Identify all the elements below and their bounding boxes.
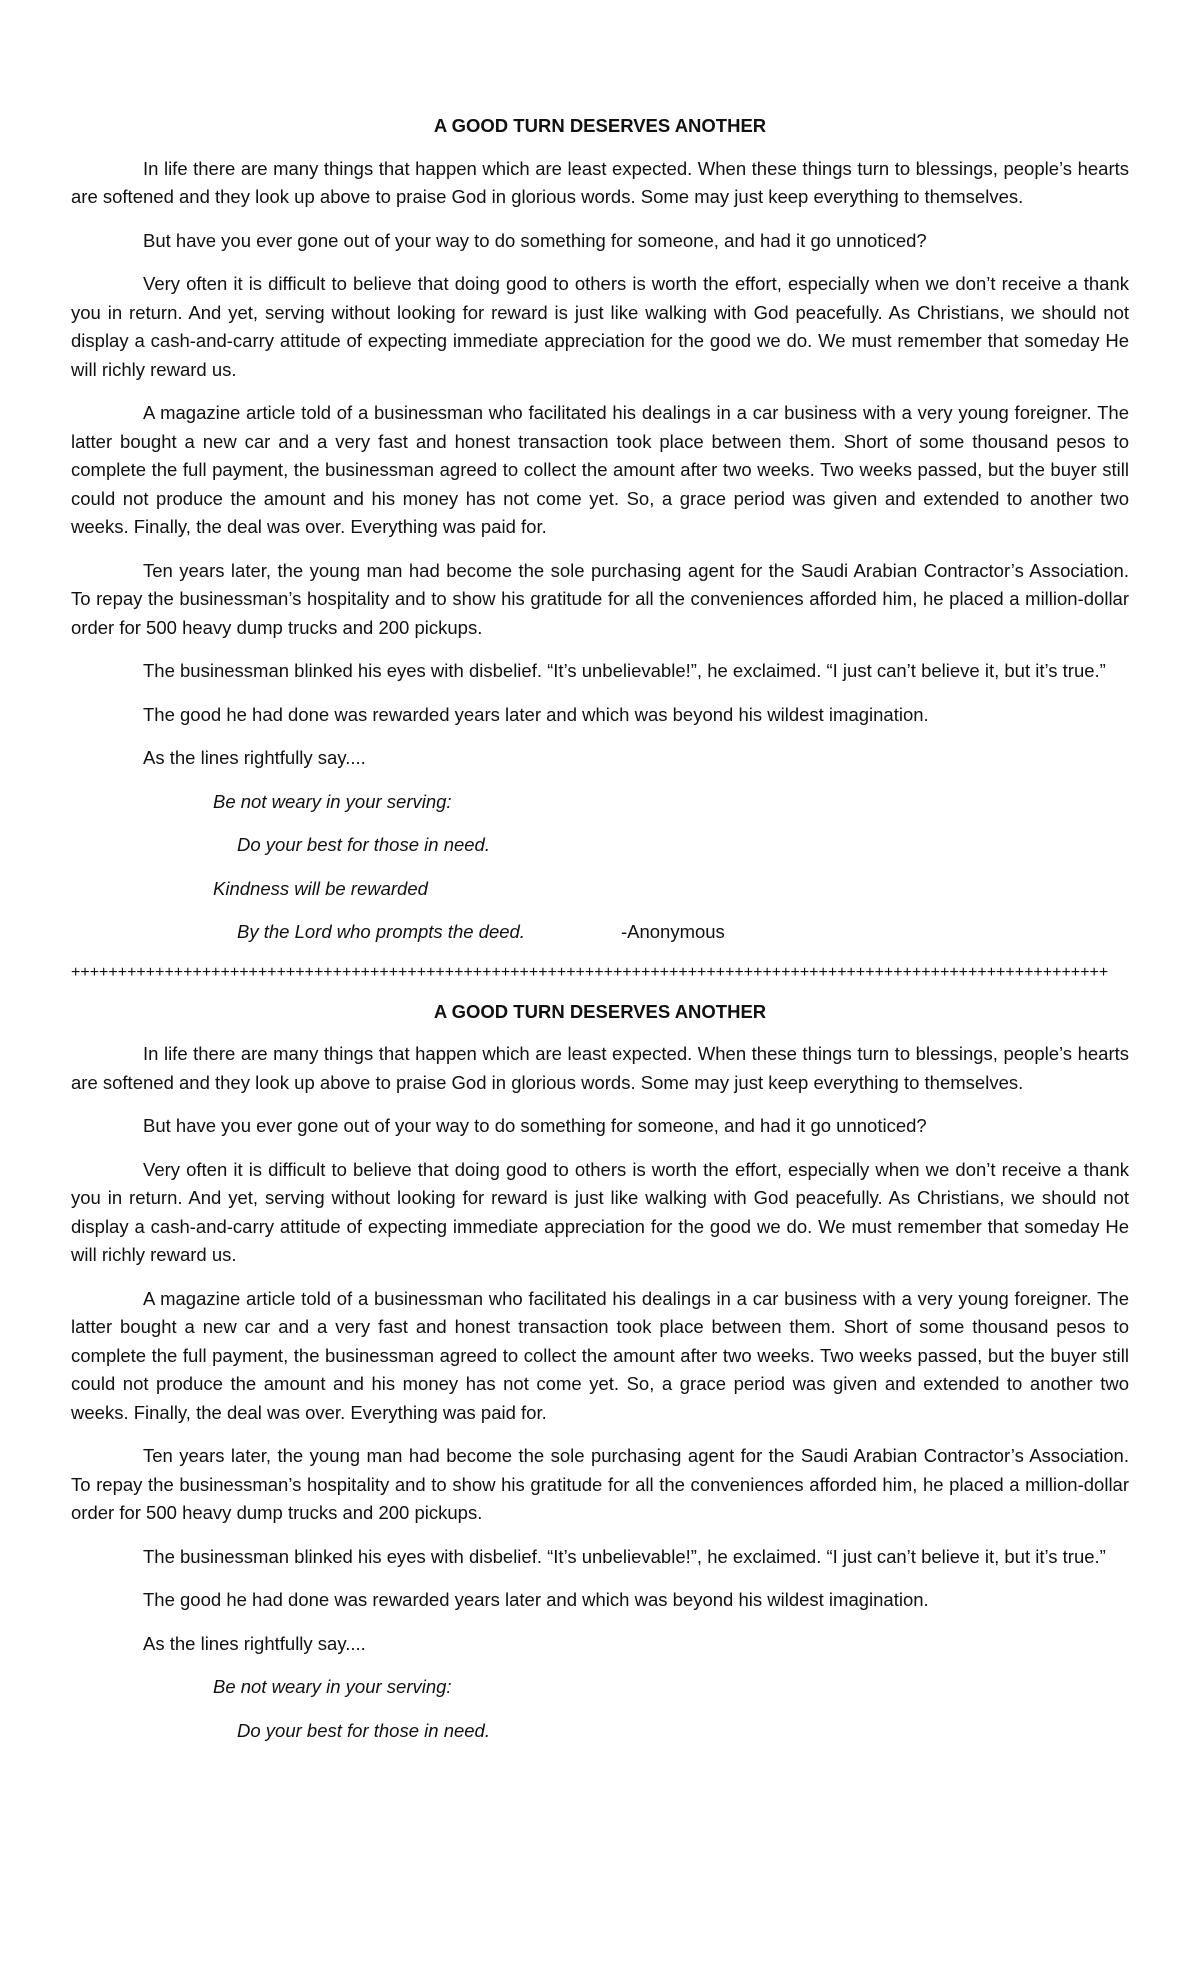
paragraph: A magazine article told of a businessman who facilitated his dealings in a car business with a very young foreigner. The latter bought a new car and a very fast and honest transaction took place between them. Short of some thousand pesos to complete the full payment, the businessman agreed to collect the amount after two weeks. Two weeks passed, but the buyer still could not produce the amount and his money has not come yet. So, a grace period was given and extended to another two weeks. Finally, the deal was over. Everything was paid for. (71, 1287, 1129, 1423)
paragraph: But have you ever gone out of your way to do something for someone, and had it go unnoticed? (143, 229, 927, 251)
poem-line (71, 1717, 1129, 1746)
poem-line-text: By the Lord who prompts the deed. (237, 921, 525, 942)
paragraph: Very often it is difficult to believe that doing good to others is worth the effort, especially when we don’t receive a thank you in return. And yet, serving without looking for reward is just like walking with God peacefully. As Christians, we should not display a cash-and-carry attitude of expecting immediate appreciation for the good we do. We must remember that someday He will richly reward us. (71, 1158, 1129, 1265)
paragraph: Very often it is difficult to believe that doing good to others is worth the effort, especially when we don’t receive a thank you in return. And yet, serving without looking for reward is just like walking with God peacefully. As Christians, we should not display a cash-and-carry attitude of expecting immediate appreciation for the good we do. We must remember that someday He will richly reward us. (71, 273, 1129, 380)
poem-line (71, 788, 1129, 817)
article-section-1 (71, 112, 1129, 947)
poem (71, 788, 1129, 947)
paragraph: As the lines rightfully say.... (143, 1632, 366, 1654)
paragraph: The businessman blinked his eyes with disbelief. “It’s unbelievable!”, he exclaimed. “I just can’t believe it, but it’s true.” (143, 1545, 1106, 1567)
poem-line-text: Do your best for those in need. (237, 1719, 490, 1741)
paragraph: In life there are many things that happen which are least expected. When these things turn to blessings, people’s hearts are softened and they look up above to praise God in glorious words. Some may just keep everything to themselves. (71, 157, 1129, 207)
article-title: A GOOD TURN DESERVES ANOTHER (433, 1000, 767, 1022)
poem-line-text: Be not weary in your serving: (213, 1676, 452, 1697)
paragraph: The good he had done was rewarded years later and which was beyond his wildest imagination. (143, 703, 929, 725)
poem-line (71, 831, 1129, 860)
paragraph: But have you ever gone out of your way to do something for someone, and had it go unnoticed? (143, 1115, 927, 1136)
paragraph: In life there are many things that happen which are least expected. When these things turn to blessings, people’s hearts are softened and they look up above to praise God in glorious words. Some may just keep everything to themselves. (71, 1043, 1129, 1093)
poem-line-text: Do your best for those in need. (237, 834, 490, 855)
poem (71, 1673, 1129, 1745)
poem-line-text: Be not weary in your serving: (213, 790, 452, 812)
paragraph: The businessman blinked his eyes with disbelief. “It’s unbelievable!”, he exclaimed. “I just can’t believe it, but it’s true.” (143, 660, 1106, 681)
poem-line (71, 918, 1129, 947)
article-section-2 (71, 998, 1129, 1746)
paragraph: Ten years later, the young man had become the sole purchasing agent for the Saudi Arabian Contractor’s Association. To repay the businessman’s hospitality and to show his gratitude for all the conveniences afforded him, he placed a million-dollar order for 500 heavy dump trucks and 200 pickups. (71, 559, 1129, 638)
poem-attribution: -Anonymous (620, 921, 725, 942)
poem-line (71, 1673, 1129, 1702)
paragraph: As the lines rightfully say.... (143, 747, 366, 768)
section-divider: +++++++++++++++++++++++++++++++++++++++++++++++++++++++++++++++++++++++++++++++++++++++++++++++++++++++++++++++ (71, 963, 1109, 981)
poem-line-text: Kindness will be rewarded (213, 877, 428, 899)
paragraph: Ten years later, the young man had become the sole purchasing agent for the Saudi Arabian Contractor’s Association. To repay the businessman’s hospitality and to show his gratitude for all the conveniences afforded him, he placed a million-dollar order for 500 heavy dump trucks and 200 pickups. (71, 1445, 1129, 1523)
paragraph: A magazine article told of a businessman who facilitated his dealings in a car business with a very young foreigner. The latter bought a new car and a very fast and honest transaction took place between them. Short of some thousand pesos to complete the full payment, the businessman agreed to collect the amount after two weeks. Two weeks passed, but the buyer still could not produce the amount and his money has not come yet. So, a grace period was given and extended to another two weeks. Finally, the deal was over. Everything was paid for. (71, 402, 1129, 537)
poem-line (71, 875, 1129, 904)
paragraph: The good he had done was rewarded years later and which was beyond his wildest imagination. (143, 1589, 929, 1610)
article-title: A GOOD TURN DESERVES ANOTHER (433, 115, 767, 136)
